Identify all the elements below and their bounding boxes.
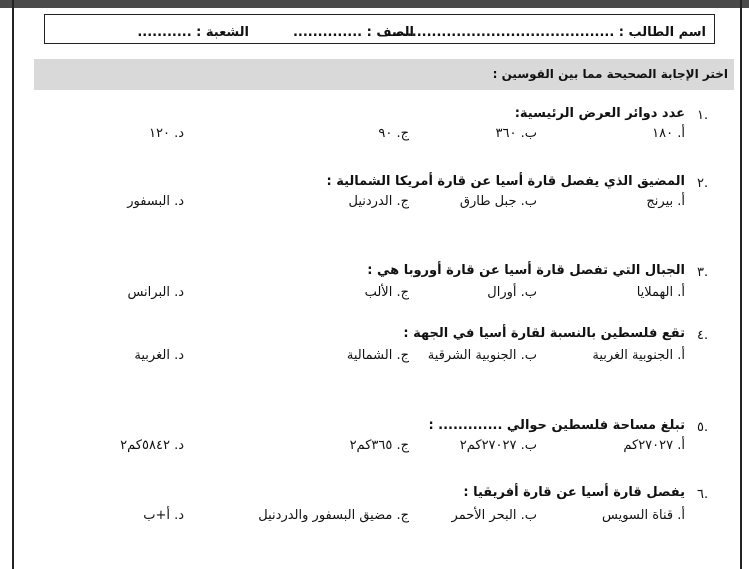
option-d: د. البرانس [127,285,184,300]
question-number: ١. [697,108,709,123]
option-b: ب. أورال [487,285,537,300]
question-number: ٦. [697,487,709,502]
right-border [740,0,742,569]
option-a: أ. الهملايا [636,285,685,300]
option-c: ج. الألب [364,285,409,300]
question-number: ٥. [697,420,709,435]
option-c: ج. مضيق البسفور والدردنيل [258,508,409,523]
question-text: تقع فلسطين بالنسبة لقارة أسيا في الجهة : [403,326,685,341]
option-c: ج. الدردنيل [348,194,409,209]
instruction-banner [34,59,734,90]
question-number: ٣. [697,265,709,280]
question-text: المضيق الذي يفصل قارة أسيا عن قارة أمريكا الشمالية : [326,174,685,189]
question-number: ٤. [697,328,709,343]
option-b: ب. الجنوبية الشرقية [427,348,537,363]
question-text: يفصل قارة أسيا عن قارة أفريقيا : [463,485,685,500]
question-text: عدد دوائر العرض الرئيسية: [514,106,685,121]
class-field: الصف : .............. [292,25,414,40]
option-b: ب. ٢٧٠٢٧كم٢ [459,438,537,453]
option-a: أ. ٢٧٠٢٧كم [623,438,685,453]
option-b: ب. ٣٦٠ [495,126,537,141]
option-a: أ. قناة السويس [602,508,685,523]
section-field: الشعبة : ........... [137,25,249,40]
option-d: د. ٥٨٤٢كم٢ [120,438,184,453]
option-d: د. الغربية [134,348,184,363]
question-text: تبلغ مساحة فلسطين حوالي ............. : [428,418,685,433]
option-b: ب. جبل طارق [459,194,537,209]
option-c: ج. ٣٦٥كم٢ [349,438,409,453]
question-number: ٢. [697,176,709,191]
question-text: الجبال التي تفصل قارة أسيا عن قارة أوروبا هي : [367,263,685,278]
option-a: أ. ١٨٠ [652,126,685,141]
option-c: ج. ٩٠ [378,126,409,141]
option-a: أ. بيرنج [646,194,685,209]
option-d: د. البسفور [127,194,184,209]
option-d: د. ١٢٠ [148,126,184,141]
student-name-field: اسم الطالب : .............................................. [387,25,706,40]
option-c: ج. الشمالية [346,348,409,363]
option-b: ب. البحر الأحمر [451,508,537,523]
top-bar [0,0,749,8]
option-d: د. أ+ب [143,508,184,523]
instruction-text: اختر الإجابة الصحيحة مما بين القوسين : [492,67,728,81]
left-border [12,0,14,569]
option-a: أ. الجنوبية الغربية [592,348,685,363]
student-info-box [44,14,715,44]
